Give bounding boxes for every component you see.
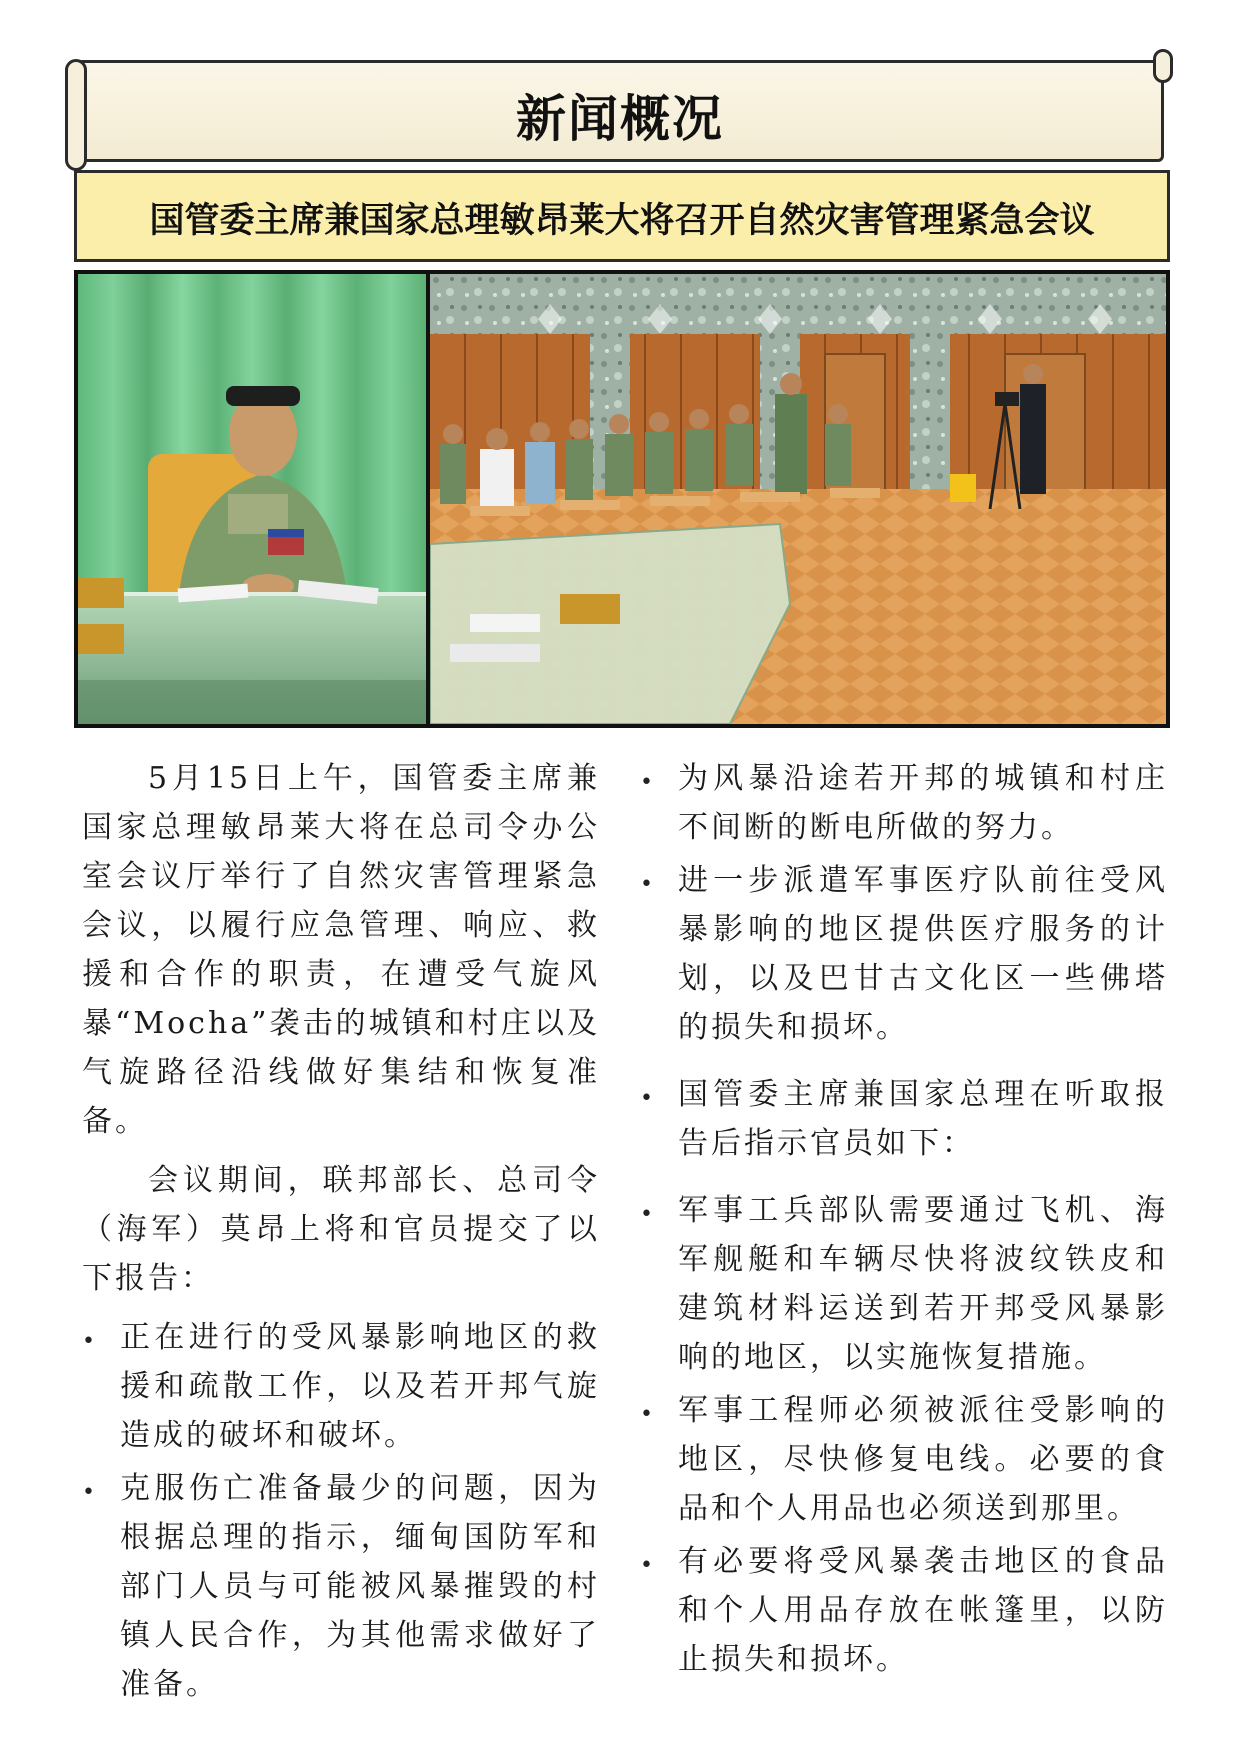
- paragraph-reports: 会议期间，联邦部长、总司令（海军）莫昂上将和官员提交了以下报告：: [82, 1163, 600, 1296]
- photo-conference-room: [430, 274, 1166, 724]
- report-list: [82, 1313, 600, 1709]
- photo-officer-at-desk: [78, 274, 426, 724]
- list-item: • 有必要将受风暴袭击地区的食品和个人用品存放在帐篷里，以防止损失和损坏。: [640, 1537, 1168, 1684]
- directive-intro: • 国管委主席兼国家总理在听取报告后指示官员如下：: [640, 1070, 1168, 1168]
- list-item: • 克服伤亡准备最少的问题，因为根据总理的指示，缅甸国防军和部门人员与可能被风暴摧毁的村镇人民合作，为其他需求做好了准备。: [82, 1464, 600, 1709]
- photo-frame: [74, 270, 1170, 728]
- list-item: • 正在进行的受风暴影响地区的救援和疏散工作，以及若开邦气旋造成的破坏和破坏。: [82, 1313, 600, 1460]
- list-item: • 军事工程师必须被派往受影响的地区，尽快修复电线。必要的食品和个人用品也必须送到那里。: [640, 1386, 1168, 1533]
- list-item: • 为风暴沿途若开邦的城镇和村庄不间断的断电所做的努力。: [640, 754, 1168, 852]
- report-list-continued: [640, 754, 1168, 1052]
- list-item: • 进一步派遣军事医疗队前往受风暴影响的地区提供医疗服务的计划，以及巴甘古文化区一些佛塔的损失和损坏。: [640, 856, 1168, 1052]
- paragraph-intro: 5月15日上午，国管委主席兼国家总理敏昂莱大将在总司令办公室会议厅举行了自然灾害管理紧急会议，以履行应急管理、响应、救援和合作的职责，在遭受气旋风暴“Mocha”袭击的城镇和村庄以及气旋路径沿线做好集结和恢复准备。: [82, 761, 600, 1139]
- banner-title: 新闻概况: [516, 90, 724, 148]
- scroll-curl-right: [1153, 49, 1173, 83]
- headline: 国管委主席兼国家总理敏昂莱大将召开自然灾害管理紧急会议: [149, 201, 1095, 241]
- right-column: [640, 754, 1168, 1688]
- directive-list: [640, 1186, 1168, 1684]
- list-item: • 军事工兵部队需要通过飞机、海军舰艇和车辆尽快将波纹铁皮和建筑材料运送到若开邦受风暴影响的地区，以实施恢复措施。: [640, 1186, 1168, 1382]
- banner-scroll: [76, 60, 1164, 162]
- left-column: [82, 754, 600, 1713]
- headline-box: [74, 170, 1170, 262]
- directive-intro-list: [640, 1070, 1168, 1168]
